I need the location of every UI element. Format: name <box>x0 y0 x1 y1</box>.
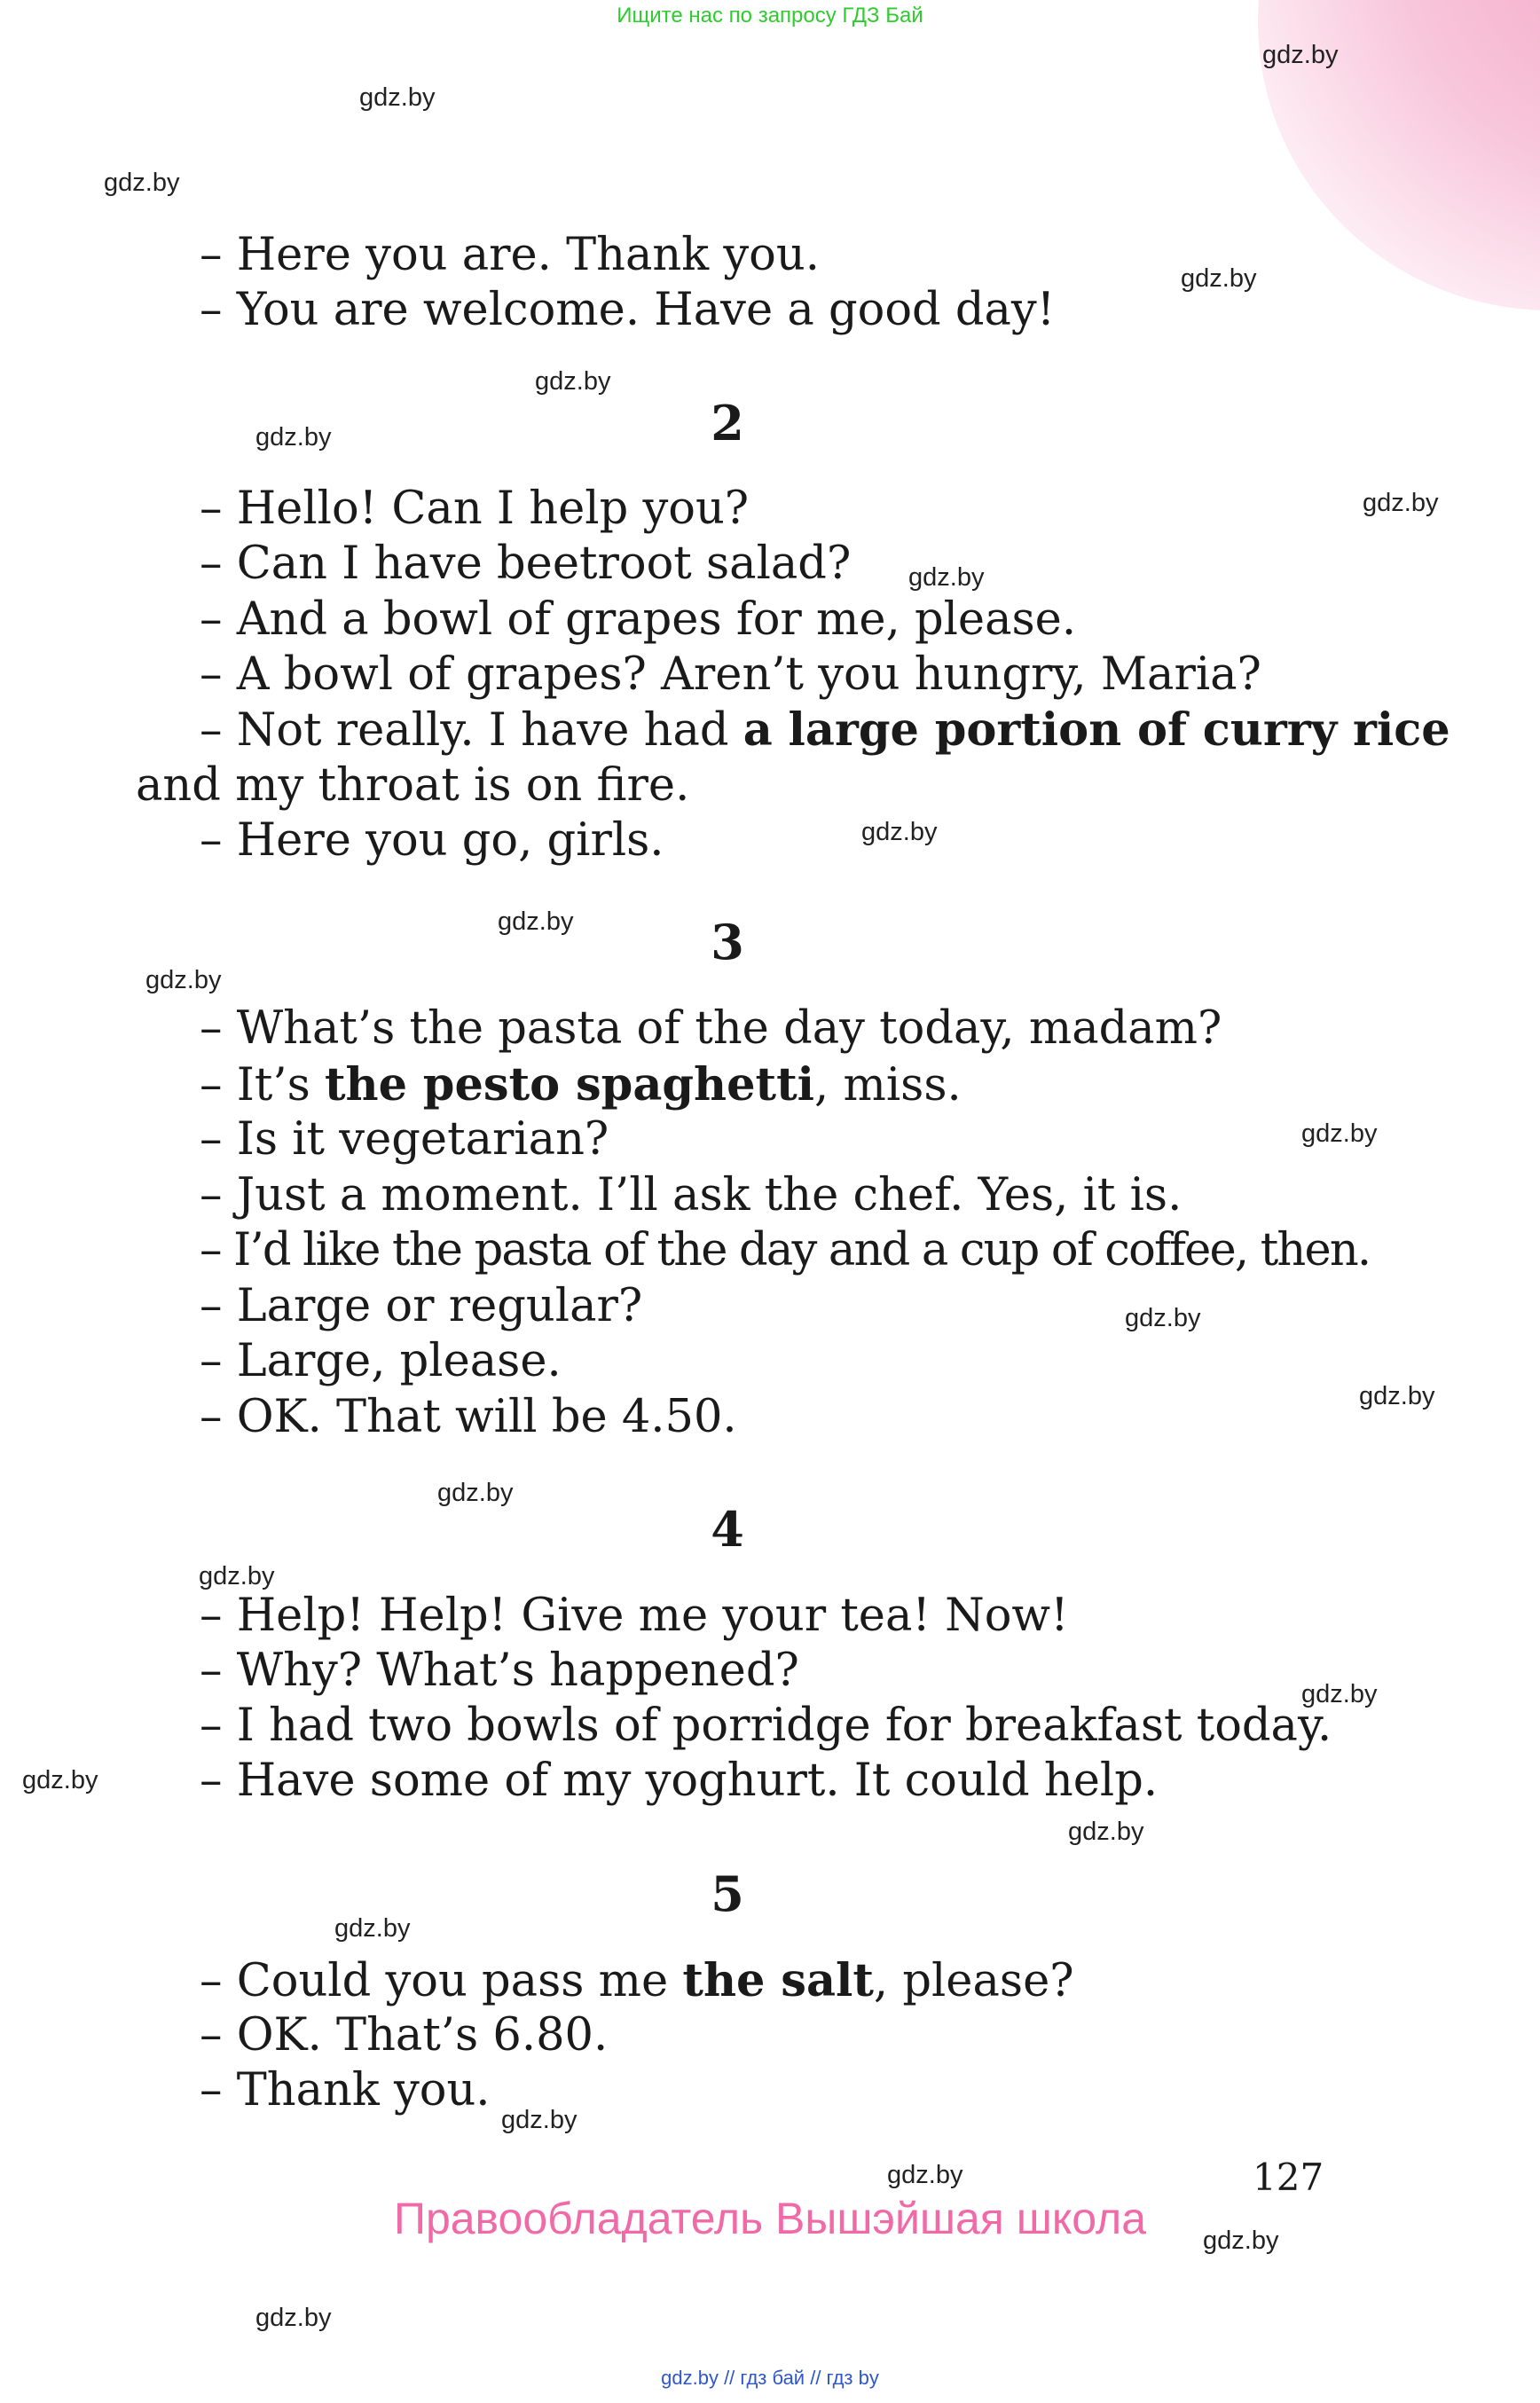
watermark: gdz.by <box>861 818 938 846</box>
watermark: gdz.by <box>535 367 611 396</box>
watermark: gdz.by <box>255 423 332 452</box>
dialogue-line: – Here you go, girls. <box>200 814 664 867</box>
dialogue-line: – Hello! Can I help you? <box>200 483 750 535</box>
watermark: gdz.by <box>501 2106 578 2134</box>
dialogue-line: – Thank you. <box>200 2064 491 2116</box>
dialogue-line <box>200 705 1450 756</box>
dialogue-text: – Could you pass me <box>200 1955 683 2007</box>
section-number: 2 <box>711 395 744 452</box>
watermark: gdz.by <box>1125 1304 1201 1332</box>
watermark: gdz.by <box>1363 489 1439 517</box>
dialogue-text: , please? <box>873 1955 1074 2007</box>
dialogue-line: – Large or regular? <box>200 1280 643 1332</box>
highlighted-phrase: the salt <box>682 1954 874 2007</box>
dialogue-line: – OK. That will be 4.50. <box>200 1391 737 1443</box>
dialogue-line: and my throat is on fire. <box>136 759 690 812</box>
dialogue-line: – I’d like the pasta of the day and a cup of coffee, then. <box>200 1224 1371 1276</box>
watermark: gdz.by <box>104 169 180 197</box>
footer-links[interactable]: gdz.by // гдз бай // гдз by <box>661 2367 879 2389</box>
watermark: gdz.by <box>908 563 985 592</box>
dialogue-line: – You are welcome. Have a good day! <box>200 284 1056 336</box>
watermark: gdz.by <box>255 2304 332 2332</box>
dialogue-line: – Large, please. <box>200 1335 562 1387</box>
watermark: gdz.by <box>1181 264 1257 293</box>
watermark: gdz.by <box>1301 1119 1378 1148</box>
dialogue-text: – It’s <box>200 1059 325 1111</box>
page-number: 127 <box>1253 2156 1324 2199</box>
dialogue-line <box>200 1060 962 1111</box>
dialogue-line: – Help! Help! Give me your tea! Now! <box>200 1590 1069 1642</box>
dialogue-line: – OK. That’s 6.80. <box>200 2009 609 2061</box>
dialogue-line: – What’s the pasta of the day today, madam? <box>200 1002 1222 1055</box>
watermark: gdz.by <box>1068 1818 1144 1846</box>
dialogue-line: – Can I have beetroot salad? <box>200 538 852 590</box>
watermark: gdz.by <box>22 1766 98 1794</box>
watermark: gdz.by <box>1203 2226 1279 2255</box>
highlighted-phrase: a large portion of curry rice <box>742 703 1450 757</box>
watermark: gdz.by <box>1359 1382 1435 1410</box>
dialogue-text: , miss. <box>814 1059 962 1111</box>
dialogue-line: – Is it vegetarian? <box>200 1113 609 1166</box>
dialogue-line <box>200 1956 1074 2006</box>
dialogue-line: – Just a moment. I’ll ask the chef. Yes, it is. <box>200 1169 1182 1221</box>
dialogue-line: – I had two bowls of porridge for breakfast today. <box>200 1700 1332 1752</box>
dialogue-line: – Here you are. Thank you. <box>200 229 820 281</box>
dialogue-line: – A bowl of grapes? Aren’t you hungry, Maria? <box>200 648 1261 701</box>
section-number: 5 <box>711 1865 744 1922</box>
watermark: gdz.by <box>199 1562 275 1590</box>
watermark: gdz.by <box>498 907 574 936</box>
dialogue-line: – Why? What’s happened? <box>200 1645 799 1697</box>
dialogue-line: – Have some of my yoghurt. It could help. <box>200 1755 1159 1807</box>
highlighted-phrase: the pesto spaghetti <box>324 1058 815 1111</box>
watermark: gdz.by <box>437 1479 514 1507</box>
watermark: gdz.by <box>334 1914 411 1943</box>
copyright-notice: Правообладатель Вышэйшая школа <box>394 2194 1146 2243</box>
section-number: 4 <box>711 1501 744 1558</box>
watermark: gdz.by <box>887 2161 963 2189</box>
top-banner-link[interactable]: Ищите нас по запросу ГДЗ Бай <box>617 4 923 27</box>
dialogue-line: – And a bowl of grapes for me, please. <box>200 593 1077 646</box>
section-number: 3 <box>711 914 744 970</box>
watermark: gdz.by <box>145 966 222 994</box>
dialogue-text: – Not really. I have had <box>200 704 743 757</box>
watermark: gdz.by <box>1262 41 1339 69</box>
watermark: gdz.by <box>359 83 436 112</box>
watermark: gdz.by <box>1301 1680 1378 1708</box>
